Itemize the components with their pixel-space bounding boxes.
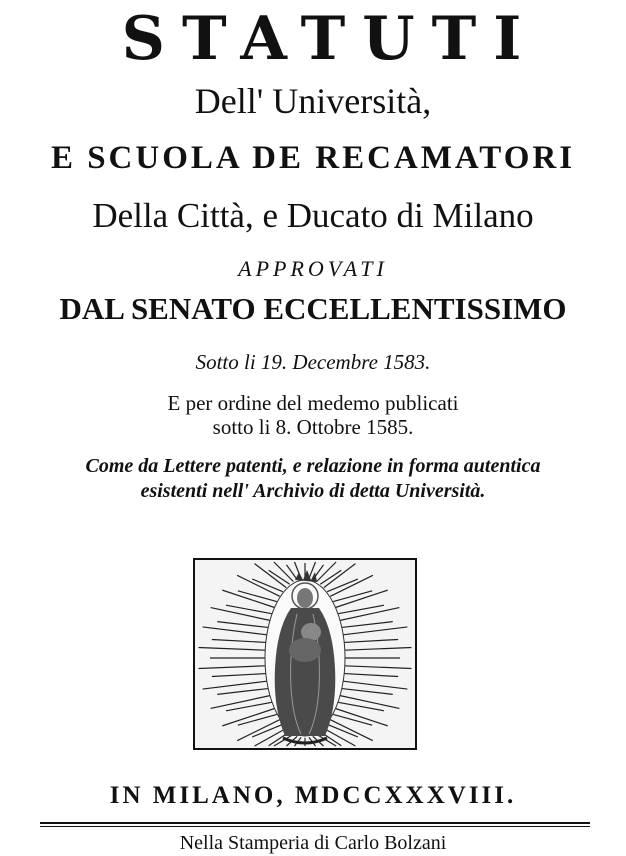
letters-line-1: Come da Lettere patenti, e relazione in forma autentica — [85, 455, 541, 477]
imprint-place-date: IN MILANO, MDCCXXXVIII. — [109, 782, 517, 809]
madonna-woodcut-emblem — [193, 558, 417, 750]
title: STATUTI — [121, 4, 539, 74]
imprint-printer: Nella Stamperia di Carlo Bolzani — [179, 832, 447, 854]
letters-line-2: esistenti nell' Archivio di detta Università. — [140, 480, 486, 502]
order-line: E per ordine del medemo publicati — [167, 391, 459, 415]
imprint-rule — [40, 822, 590, 824]
date-line-1583: Sotto li 19. Decembre 1583. — [195, 350, 431, 374]
senate-line: DAL SENATO ECCELLENTISSIMO — [59, 291, 567, 326]
subtitle-school: E SCUOLA DE RECAMATORI — [50, 140, 576, 176]
date-line-1585: sotto li 8. Ottobre 1585. — [212, 415, 414, 439]
approved-line: APPROVATI — [238, 256, 388, 281]
subtitle-university: Dell' Università, — [194, 81, 432, 121]
subtitle-city: Della Città, e Ducato di Milano — [92, 196, 534, 235]
imprint-rule-thin — [40, 826, 590, 827]
